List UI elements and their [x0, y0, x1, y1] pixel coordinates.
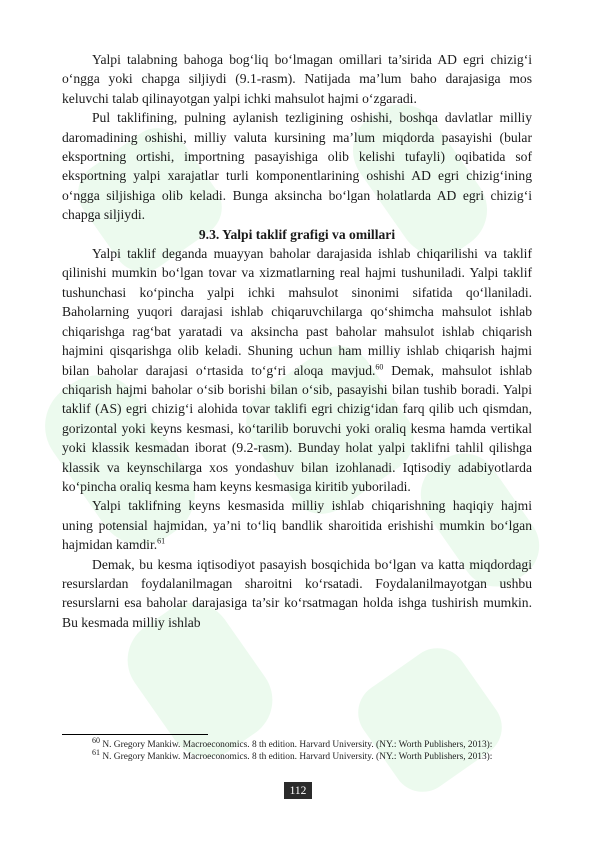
footnotes [92, 735, 542, 763]
paragraph-keynes-segment-text: Yalpi taklifning keyns kesmasida milliy ishlab chiqarishning haqiqiy hajmi uning potensial hajmidan, ya’ni to‘liq bandlik sharoitida erishishi mumkin bo‘lgan hajmidan kamdir. [62, 498, 532, 553]
paragraph-aggregate-supply [62, 244, 532, 496]
footnote-60 [92, 735, 542, 752]
footnote-text: N. Gregory Mankiw. Macroeconomics. 8 th edition. Harvard University. (NY.: Worth Publishers, 2013): [100, 740, 493, 750]
footnote-ref-60[interactable]: 60 [375, 361, 384, 371]
page-body [62, 50, 532, 632]
footnote-text: N. Gregory Mankiw. Macroeconomics. 8 th edition. Harvard University. (NY.: Worth Publishers, 2013): [100, 751, 493, 762]
paragraph-ad-shift: Yalpi talabning bahoga bog‘liq bo‘lmagan omillari ta’sirida AD egri chizig‘i o‘ngga yoki chapga siljiydi (9.1-rasm). Natijada ma’lum baho darajasiga mos keluvchi talab qilinayotgan yalpi ichki mahsulot hajmi o‘zgaradi. [62, 52, 532, 106]
paragraph-aggregate-supply-part1: Yalpi taklif deganda muayyan baholar darajasida ishlab chiqarilishi va taklif qilinishi mumkin bo‘lgan tovar va xizmatlarning real hajmi tushuniladi. Yalpi taklif tushunchasi ko‘pincha yalpi ichki mahsulot sinonimi sifatida qo‘llaniladi. Baholarning yuqori darajasi ishlab chiqaruvchilarga qo‘shimcha mahsulot ishlab chiqarishga rag‘bat yaratadi va aksincha past baholar mahsulot ishlab chiqarish hajmini qisqarishga olib keladi. Shuning uchun ham milliy ishlab chiqarish hajmi bilan baholar darajasi o‘rtasida to‘g‘ri aloqa mavjud. [62, 246, 532, 378]
footnote-61 [92, 747, 542, 764]
paragraph-ad-factors: Pul taklifining, pulning aylanish tezligining oshishi, boshqa davlatlar milliy daromadining oshishi, milliy valuta kursining ma’lum miqdorda pasayishi (bular eksportning ortishi, importning pasayishiga olib kelishi tufayli) oqibatida sof eksportning yalpi xarajatlar turli komponentlarining oshishi AD egri chizig‘ining o‘ngga siljishiga olib keladi. Bunga aksincha bo‘lgan holatlarda AD egri chizig‘i chapga siljiydi. [62, 110, 532, 223]
paragraph-recession-stage: Demak, bu kesma iqtisodiyot pasayish bosqichida bo‘lgan va katta miqdordagi resurslardan foydalanilmagan sharoitni ko‘rsatadi. Foydalanilmayotgan ushbu resurslarni esa baholar darajasiga ta’sir ko‘rsatmagan holda ishga tushirish mumkin. Bu kesmada milliy ishlab [62, 556, 532, 630]
page-number: 112 [284, 782, 312, 799]
footnote-ref-61[interactable]: 61 [157, 536, 166, 546]
footnote-separator [62, 734, 208, 735]
section-heading: 9.3. Yalpi taklif grafigi va omillari [198, 226, 396, 242]
paragraph-keynes-segment [62, 496, 532, 554]
paragraph-aggregate-supply-part2: Demak, mahsulot ishlab chiqarish hajmi baholar o‘sib borishi bilan o‘sib, pasayishi bilan tushib boradi. Yalpi taklif (AS) egri chizig‘i alohida tovar taklifi egri chizig‘idan farq qilib uch qismdan, gorizontal yoki keyns kesmasi, ko‘tarilib boruvchi yoki oraliq kesma hamda vertikal yoki klassik kesmadan iborat (9.2-rasm). Bunday holat yalpi taklifni tahlil qilishga klassik va keynschilarga xos yondashuv bilan izohlanadi. Iqtisodiy adabiyotlarda ko‘pincha oraliq kesma ham keyns kesmasiga kiritib yuboriladi. [62, 362, 532, 494]
footnote-number: 61 [92, 747, 100, 757]
footnote-number: 60 [92, 735, 100, 745]
